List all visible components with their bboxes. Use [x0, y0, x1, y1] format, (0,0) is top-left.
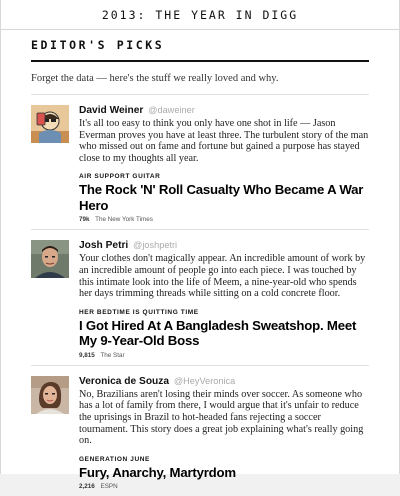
section-title: EDITOR'S PICKS: [31, 38, 369, 62]
pick-blurb: Your clothes don't magically appear. An incredible amount of work by an incredible amount of people go into each piece. I was touched by this intimate look into the life of Meem, a nine-year-old who spends her days trimming threads while sitting on a cold concrete floor.: [79, 253, 366, 300]
digg-count: 9,815: [79, 351, 95, 359]
story-source: ESPN: [100, 483, 118, 491]
author-handle[interactable]: @joshpetri: [133, 240, 178, 251]
pick-item: [1, 95, 399, 229]
avatar[interactable]: [31, 376, 69, 414]
story-kicker: GENERATION JUNE: [79, 455, 150, 463]
story-kicker: HER BEDTIME IS QUITTING TIME: [79, 308, 199, 316]
story-kicker: AIR SUPPORT GUITAR: [79, 173, 161, 181]
page-title: 2013: THE YEAR IN DIGG: [101, 7, 299, 22]
section-header: [1, 38, 399, 94]
digg-count: 79k: [79, 216, 90, 224]
digg-count: 2,216: [79, 483, 95, 491]
story-meta: [79, 352, 369, 359]
story-source: The Star: [100, 351, 125, 359]
author-handle[interactable]: @daweiner: [148, 105, 195, 115]
pick-item: [1, 366, 399, 496]
avatar-photo-icon: [31, 376, 69, 414]
author-line: [79, 104, 369, 117]
story-headline-link[interactable]: Fury, Anarchy, Martyrdom: [79, 464, 236, 480]
pick-blurb: It's all too easy to think you only have one shot in life — Jason Everman proves you have at least three. The turbulent story of the man who missed out on fame and fortune but gained a purpose has stayed close to my thoughts all year.: [79, 118, 369, 164]
top-bar: [1, 0, 399, 30]
avatar[interactable]: [31, 105, 69, 143]
pick-blurb: No, Brazilians aren't losing their minds over soccer. As someone who has a lot of family from there, I would argue that it's unfair to reduce the uprisings in Brazil to hot-headed fans rejecting a soccer tournament. This story does a great job explaining what's really going on.: [79, 388, 364, 447]
story-meta: [79, 483, 369, 490]
author-line: [79, 239, 369, 252]
author-name[interactable]: Veronica de Souza: [79, 375, 170, 387]
author-handle[interactable]: @HeyVeronica: [173, 375, 236, 386]
avatar-photo-icon: [31, 240, 69, 278]
story-headline-link[interactable]: The Rock 'N' Roll Casualty Who Became A War Hero: [79, 182, 364, 213]
story-meta: [79, 216, 369, 223]
author-name[interactable]: Josh Petri: [79, 240, 129, 252]
author-line: [79, 375, 369, 388]
story-headline-link[interactable]: I Got Hired At A Bangladesh Sweatshop. Meet My 9-Year-Old Boss: [79, 317, 357, 349]
avatar-illustration-icon: [31, 105, 69, 143]
avatar[interactable]: [31, 240, 69, 278]
pick-item: [1, 230, 399, 364]
story-source: The New York Times: [95, 216, 153, 224]
author-name[interactable]: David Weiner: [79, 105, 144, 116]
section-intro: Forget the data — here's the stuff we really loved and why.: [31, 73, 279, 84]
